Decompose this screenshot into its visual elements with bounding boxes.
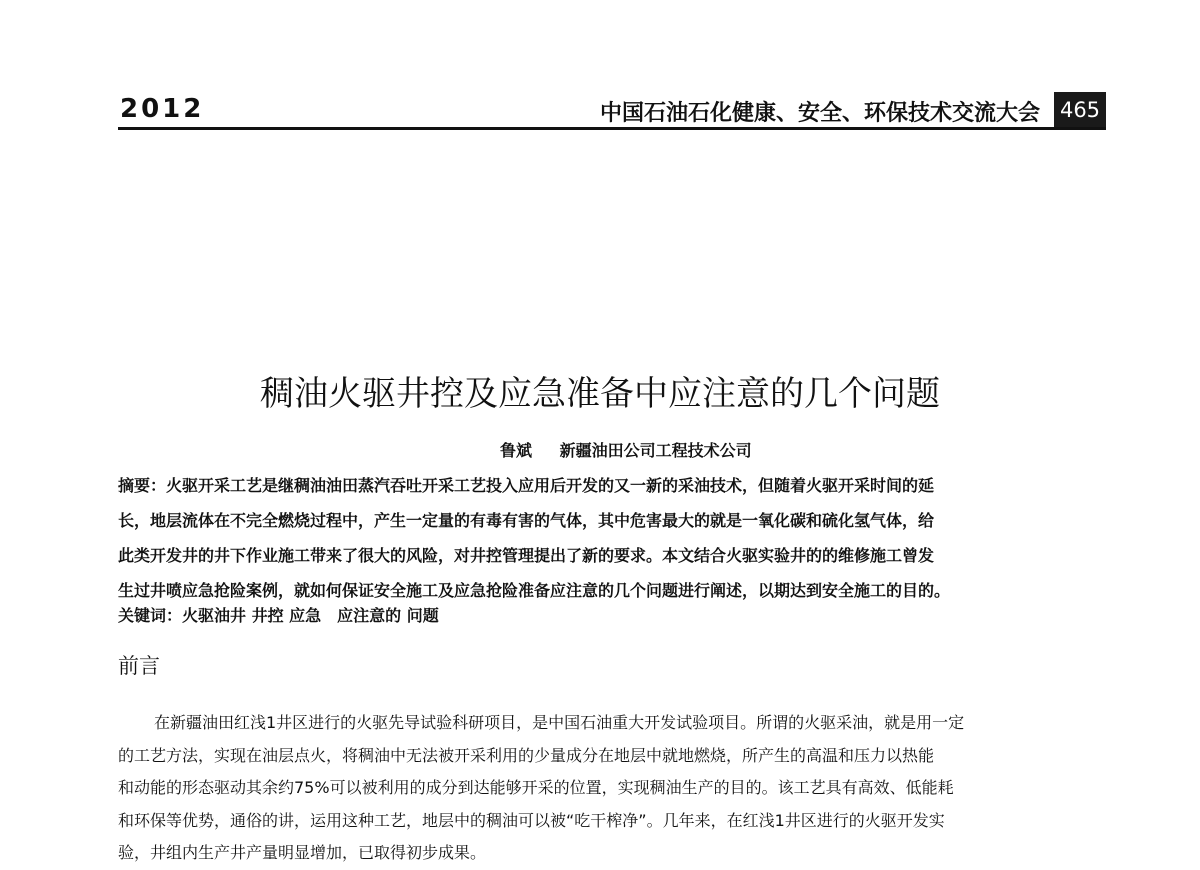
abstract-line: 长，地层流体在不完全燃烧过程中，产生一定量的有毒有害的气体，其中危害最大的就是一氧化碳和硫化氢气体，给 xyxy=(118,511,935,530)
abstract-line: 生过井喷应急抢险案例，就如何保证安全施工及应急抢险准备应注意的几个问题进行阐述，以期达到安全施工的目的。 xyxy=(118,581,951,600)
keywords: 关键词：火驱油井 井控 应急 应注意的 问题 xyxy=(118,606,439,625)
running-header xyxy=(118,92,1106,130)
author-name: 鲁斌 xyxy=(500,441,533,460)
author-line xyxy=(500,438,752,461)
paper-title: 稠油火驱井控及应急准备中应注意的几个问题 xyxy=(260,374,940,414)
body-line: 和环保等优势，通俗的讲，运用这种工艺，地层中的稠油可以被“吃干榨净”。几年来，在红浅1井区进行的火驱开发实 xyxy=(118,810,945,830)
header-year: 2012 xyxy=(120,94,205,124)
body-line: 验，井组内生产井产量明显增加，已取得初步成果。 xyxy=(118,843,487,862)
header-conference-name: 中国石油石化健康、安全、环保技术交流大会 xyxy=(599,101,1040,126)
abstract xyxy=(118,468,1108,608)
section-heading: 前言 xyxy=(118,654,160,678)
body-line: 的工艺方法，实现在油层点火，将稠油中无法被开采利用的少量成分在地层中就地燃烧，所产生的高温和压力以热能 xyxy=(118,745,935,765)
section-body xyxy=(118,707,1108,870)
header-divider xyxy=(118,127,1106,130)
abstract-line: 此类开发井的井下作业施工带来了很大的风险，对井控管理提出了新的要求。本文结合火驱实验井的的维修施工曾发 xyxy=(118,546,935,565)
body-line: 和动能的形态驱动其余约75%可以被利用的成分到达能够开采的位置，实现稠油生产的目的。该工艺具有高效、低能耗 xyxy=(118,778,954,797)
body-line: 在新疆油田红浅1井区进行的火驱先导试验科研项目，是中国石油重大开发试验项目。所谓的火驱采油，就是用一定 xyxy=(154,713,965,732)
abstract-line: 摘要：火驱开采工艺是继稠油油田蒸汽吞吐开采工艺投入应用后开发的又一新的采油技术，但随着火驱开采时间的延 xyxy=(118,476,935,495)
author-affiliation: 新疆油田公司工程技术公司 xyxy=(559,441,752,460)
page-number-badge: 465 xyxy=(1054,92,1106,128)
